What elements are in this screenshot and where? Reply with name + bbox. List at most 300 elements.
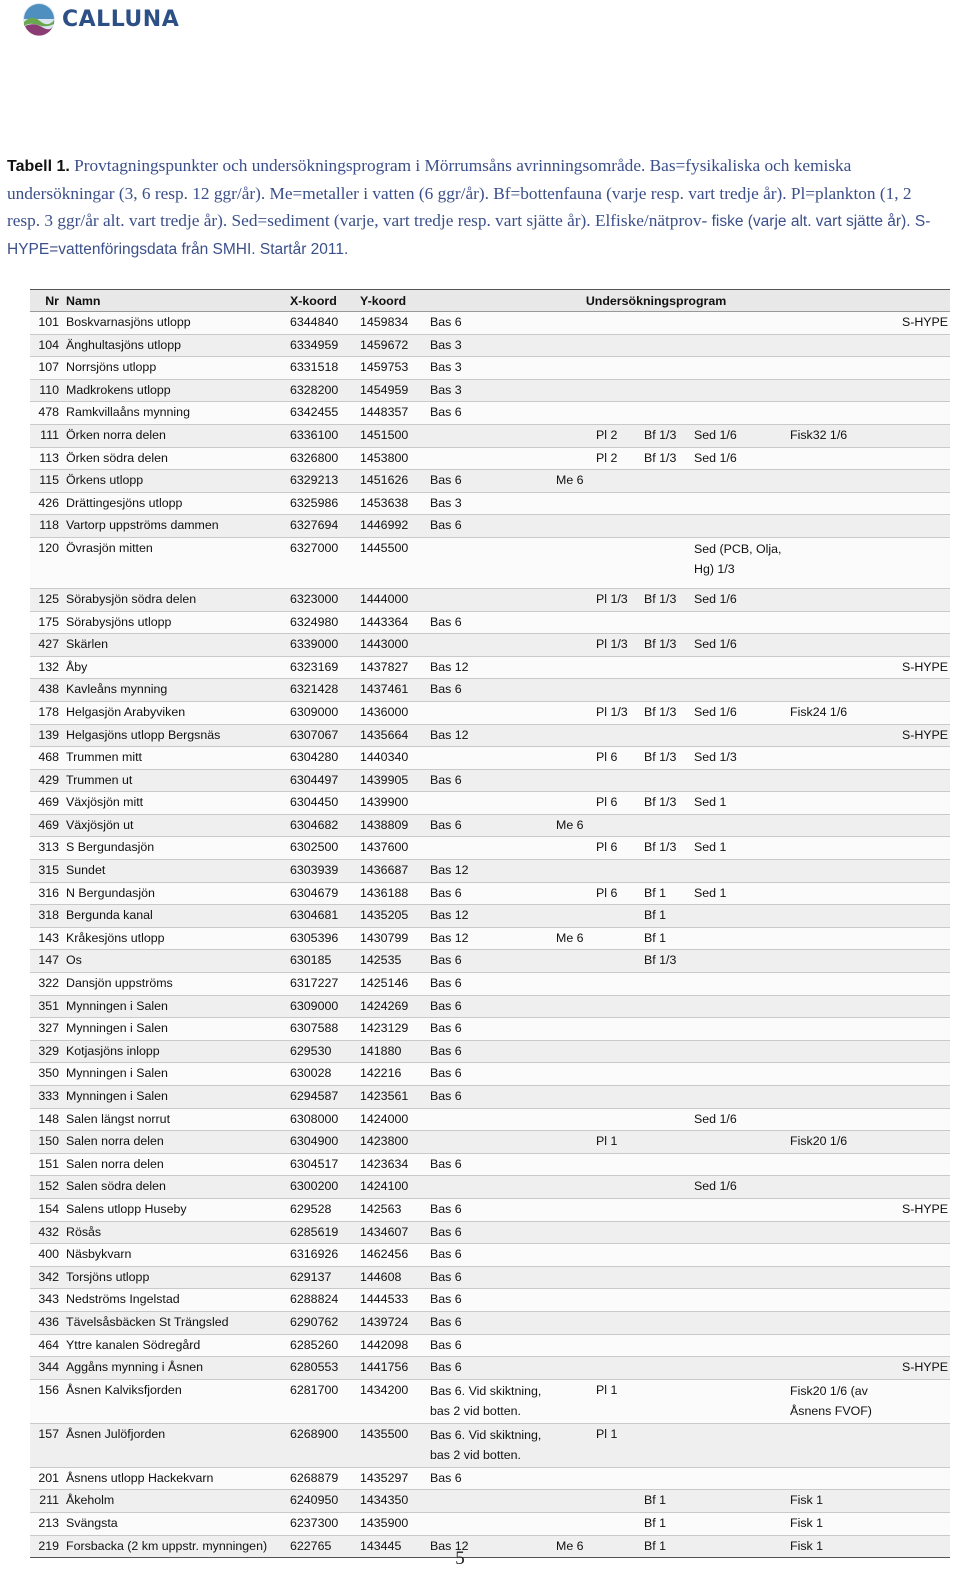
- cell-bf: [642, 973, 692, 996]
- cell-x: 6281700: [288, 1379, 358, 1423]
- cell-fisk: [788, 1357, 884, 1380]
- cell-pl: Pl 6: [594, 792, 642, 815]
- cell-bas: Bas 6: [428, 1063, 554, 1086]
- cell-namn: Övrasjön mitten: [64, 537, 288, 588]
- cell-hype: S-HYPE: [884, 724, 950, 747]
- cell-namn: Åby: [64, 656, 288, 679]
- cell-bas: Bas 12: [428, 927, 554, 950]
- cell-nr: 156: [30, 1379, 64, 1423]
- cell-bas: Bas 6: [428, 611, 554, 634]
- cell-fisk: [788, 679, 884, 702]
- cell-bas: Bas 12: [428, 1535, 554, 1558]
- table-row: [30, 882, 950, 905]
- cell-sed: [692, 905, 788, 928]
- cell-y: 1453638: [358, 492, 428, 515]
- cell-fisk: [788, 792, 884, 815]
- cell-y: 1462456: [358, 1244, 428, 1267]
- cell-pl: [594, 769, 642, 792]
- cell-y: 1454959: [358, 379, 428, 402]
- cell-x: 6304450: [288, 792, 358, 815]
- cell-namn: Åkeholm: [64, 1490, 288, 1513]
- cell-nr: 313: [30, 837, 64, 860]
- cell-me: [554, 769, 594, 792]
- cell-bf: [642, 537, 692, 588]
- table-row: [30, 724, 950, 747]
- table-row: [30, 1334, 950, 1357]
- cell-y: 1443364: [358, 611, 428, 634]
- cell-y: 1435205: [358, 905, 428, 928]
- cell-bas: Bas 6. Vid skiktning, bas 2 vid botten.: [428, 1423, 554, 1467]
- cell-hype: [884, 701, 950, 724]
- cell-fisk: [788, 1018, 884, 1041]
- cell-namn: Kråkesjöns utlopp: [64, 927, 288, 950]
- cell-me: [554, 379, 594, 402]
- cell-x: 6317227: [288, 973, 358, 996]
- cell-y: 1444533: [358, 1289, 428, 1312]
- cell-hype: [884, 905, 950, 928]
- cell-pl: [594, 312, 642, 335]
- cell-y: 1424100: [358, 1176, 428, 1199]
- cell-fisk: [788, 1266, 884, 1289]
- table-row: [30, 357, 950, 380]
- cell-bas: Bas 6: [428, 995, 554, 1018]
- cell-fisk: Fisk 1: [788, 1490, 884, 1513]
- cell-bas: [428, 1108, 554, 1131]
- cell-y: 1439905: [358, 769, 428, 792]
- cell-sed: [692, 1379, 788, 1423]
- cell-fisk: [788, 447, 884, 470]
- cell-namn: Bergunda kanal: [64, 905, 288, 928]
- table-row: [30, 1266, 950, 1289]
- cell-nr: 469: [30, 792, 64, 815]
- cell-pl: [594, 905, 642, 928]
- cell-pl: [594, 1512, 642, 1535]
- cell-nr: 120: [30, 537, 64, 588]
- cell-sed: [692, 1018, 788, 1041]
- cell-hype: [884, 588, 950, 611]
- cell-fisk: [788, 312, 884, 335]
- cell-hype: [884, 995, 950, 1018]
- cell-namn: Sörabysjöns utlopp: [64, 611, 288, 634]
- cell-fisk: [788, 656, 884, 679]
- cell-sed: [692, 927, 788, 950]
- cell-hype: [884, 1423, 950, 1467]
- cell-nr: 427: [30, 634, 64, 657]
- cell-sed: [692, 1334, 788, 1357]
- cell-y: 1423561: [358, 1086, 428, 1109]
- cell-sed: [692, 1289, 788, 1312]
- cell-fisk: [788, 1040, 884, 1063]
- cell-sed: [692, 357, 788, 380]
- cell-y: 1434607: [358, 1221, 428, 1244]
- cell-nr: 125: [30, 588, 64, 611]
- cell-namn: Örken norra delen: [64, 424, 288, 447]
- cell-nr: 219: [30, 1535, 64, 1558]
- table-row: [30, 447, 950, 470]
- cell-x: 6288824: [288, 1289, 358, 1312]
- cell-bas: Bas 6: [428, 312, 554, 335]
- cell-nr: 329: [30, 1040, 64, 1063]
- cell-nr: 468: [30, 747, 64, 770]
- cell-sed: [692, 402, 788, 425]
- cell-me: [554, 837, 594, 860]
- cell-bf: Bf 1: [642, 1512, 692, 1535]
- cell-namn: Helgasjön Arabyviken: [64, 701, 288, 724]
- cell-sed: [692, 950, 788, 973]
- cell-bf: Bf 1/3: [642, 701, 692, 724]
- cell-bf: [642, 1176, 692, 1199]
- cell-pl: Pl 1: [594, 1423, 642, 1467]
- cell-x: 629530: [288, 1040, 358, 1063]
- cell-hype: [884, 1131, 950, 1154]
- cell-nr: 426: [30, 492, 64, 515]
- cell-bas: Bas 6: [428, 1334, 554, 1357]
- table-row: [30, 860, 950, 883]
- cell-pl: [594, 679, 642, 702]
- cell-nr: 478: [30, 402, 64, 425]
- cell-hype: [884, 1334, 950, 1357]
- cell-bf: Bf 1: [642, 927, 692, 950]
- cell-sed: [692, 1311, 788, 1334]
- cell-hype: [884, 492, 950, 515]
- cell-fisk: [788, 402, 884, 425]
- cell-sed: [692, 679, 788, 702]
- cell-bas: [428, 588, 554, 611]
- cell-y: 1423634: [358, 1153, 428, 1176]
- table-header-row: [30, 290, 950, 312]
- cell-hype: [884, 470, 950, 493]
- cell-fisk: [788, 470, 884, 493]
- cell-namn: Norrsjöns utlopp: [64, 357, 288, 380]
- cell-bas: [428, 634, 554, 657]
- cell-x: 629528: [288, 1198, 358, 1221]
- cell-namn: Madkrokens utlopp: [64, 379, 288, 402]
- cell-sed: [692, 312, 788, 335]
- cell-nr: 318: [30, 905, 64, 928]
- cell-pl: Pl 1: [594, 1379, 642, 1423]
- cell-y: 1459672: [358, 334, 428, 357]
- cell-y: 1435664: [358, 724, 428, 747]
- cell-fisk: [788, 747, 884, 770]
- table-row: [30, 1198, 950, 1221]
- cell-me: [554, 792, 594, 815]
- cell-bf: [642, 1311, 692, 1334]
- cell-bas: Bas 6: [428, 1311, 554, 1334]
- cell-bf: [642, 334, 692, 357]
- cell-me: [554, 515, 594, 538]
- cell-fisk: [788, 379, 884, 402]
- header-x-koord: X-koord: [288, 290, 358, 312]
- cell-nr: 201: [30, 1467, 64, 1490]
- cell-nr: 316: [30, 882, 64, 905]
- cell-me: [554, 312, 594, 335]
- cell-sed: Sed 1: [692, 837, 788, 860]
- cell-bas: Bas 3: [428, 334, 554, 357]
- cell-sed: [692, 334, 788, 357]
- cell-sed: Sed 1: [692, 882, 788, 905]
- cell-nr: 350: [30, 1063, 64, 1086]
- logo-text: CALLUNA: [62, 6, 180, 32]
- cell-namn: Sundet: [64, 860, 288, 883]
- cell-nr: 148: [30, 1108, 64, 1131]
- cell-hype: [884, 1018, 950, 1041]
- cell-x: 6268900: [288, 1423, 358, 1467]
- cell-sed: [692, 470, 788, 493]
- cell-hype: [884, 1086, 950, 1109]
- cell-x: 6327694: [288, 515, 358, 538]
- caption-text: Provtagningspunkter och undersökningsprogram i Mörrumsåns avrinningsområde. Bas=fysikaliska och kemiska undersökningar (3, 6 resp. 12 ggr/år). Me=metaller i vatten (6 ggr/år). Bf=bottenfauna (varje resp. vart tredje år). Pl=plankton (1, 2 resp. 3 ggr/år alt. vart tredje år). Sed=sediment (varje, vart tredje resp. vart sjätte år). Elfiske/nätprov-: [7, 156, 912, 230]
- cell-bas: Bas 3: [428, 357, 554, 380]
- cell-pl: [594, 1198, 642, 1221]
- table-row: [30, 1086, 950, 1109]
- cell-fisk: [788, 973, 884, 996]
- cell-hype: [884, 334, 950, 357]
- cell-sed: [692, 515, 788, 538]
- table-row: [30, 1512, 950, 1535]
- cell-y: 1423129: [358, 1018, 428, 1041]
- table-row: [30, 1221, 950, 1244]
- cell-bas: [428, 701, 554, 724]
- cell-namn: Kavleåns mynning: [64, 679, 288, 702]
- cell-bf: Bf 1: [642, 905, 692, 928]
- cell-me: [554, 1131, 594, 1154]
- cell-fisk: [788, 995, 884, 1018]
- cell-y: 1439724: [358, 1311, 428, 1334]
- cell-hype: [884, 447, 950, 470]
- cell-namn: Örkens utlopp: [64, 470, 288, 493]
- cell-bas: [428, 447, 554, 470]
- cell-pl: Pl 2: [594, 447, 642, 470]
- cell-nr: 113: [30, 447, 64, 470]
- cell-x: 6304517: [288, 1153, 358, 1176]
- cell-namn: Aggåns mynning i Åsnen: [64, 1357, 288, 1380]
- cell-nr: 157: [30, 1423, 64, 1467]
- cell-fisk: [788, 1311, 884, 1334]
- table-row: [30, 927, 950, 950]
- cell-nr: 342: [30, 1266, 64, 1289]
- cell-pl: [594, 950, 642, 973]
- cell-y: 1435297: [358, 1467, 428, 1490]
- cell-bf: [642, 679, 692, 702]
- cell-me: [554, 1108, 594, 1131]
- cell-bas: [428, 792, 554, 815]
- cell-pl: Pl 2: [594, 424, 642, 447]
- cell-bf: [642, 1108, 692, 1131]
- cell-hype: [884, 837, 950, 860]
- cell-bf: [642, 1018, 692, 1041]
- cell-bf: [642, 995, 692, 1018]
- cell-sed: [692, 492, 788, 515]
- cell-bf: [642, 1289, 692, 1312]
- cell-bas: Bas 6: [428, 769, 554, 792]
- cell-me: [554, 1198, 594, 1221]
- cell-x: 6325986: [288, 492, 358, 515]
- cell-hype: [884, 1063, 950, 1086]
- cell-namn: Näsbykvarn: [64, 1244, 288, 1267]
- cell-x: 6285260: [288, 1334, 358, 1357]
- cell-bf: [642, 1266, 692, 1289]
- cell-y: 1448357: [358, 402, 428, 425]
- cell-namn: Salen längst norrut: [64, 1108, 288, 1131]
- cell-bf: [642, 357, 692, 380]
- cell-x: 6309000: [288, 995, 358, 1018]
- cell-me: [554, 860, 594, 883]
- cell-hype: [884, 1512, 950, 1535]
- cell-nr: 132: [30, 656, 64, 679]
- table-row: [30, 379, 950, 402]
- cell-y: 142535: [358, 950, 428, 973]
- cell-fisk: Fisk 1: [788, 1535, 884, 1558]
- cell-y: 1434200: [358, 1379, 428, 1423]
- cell-y: 1437600: [358, 837, 428, 860]
- cell-bas: Bas 6: [428, 1266, 554, 1289]
- table-row: [30, 334, 950, 357]
- cell-x: 6344840: [288, 312, 358, 335]
- cell-fisk: [788, 927, 884, 950]
- cell-bas: Bas 6: [428, 1244, 554, 1267]
- cell-hype: [884, 537, 950, 588]
- cell-me: [554, 679, 594, 702]
- cell-sed: [692, 1153, 788, 1176]
- cell-nr: 107: [30, 357, 64, 380]
- cell-fisk: [788, 1221, 884, 1244]
- cell-y: 1441756: [358, 1357, 428, 1380]
- cell-bas: [428, 1512, 554, 1535]
- cell-me: [554, 1018, 594, 1041]
- cell-fisk: [788, 950, 884, 973]
- cell-pl: [594, 1221, 642, 1244]
- cell-me: [554, 1289, 594, 1312]
- cell-namn: Örken södra delen: [64, 447, 288, 470]
- cell-pl: [594, 379, 642, 402]
- cell-fisk: [788, 1176, 884, 1199]
- cell-hype: S-HYPE: [884, 312, 950, 335]
- cell-y: 1435500: [358, 1423, 428, 1467]
- cell-x: 6331518: [288, 357, 358, 380]
- cell-fisk: [788, 769, 884, 792]
- cell-namn: Salen södra delen: [64, 1176, 288, 1199]
- cell-nr: 154: [30, 1198, 64, 1221]
- cell-nr: 351: [30, 995, 64, 1018]
- cell-bas: Bas 12: [428, 860, 554, 883]
- cell-bf: [642, 1153, 692, 1176]
- cell-pl: [594, 1086, 642, 1109]
- cell-y: 1424269: [358, 995, 428, 1018]
- cell-nr: 178: [30, 701, 64, 724]
- cell-bf: [642, 1221, 692, 1244]
- cell-nr: 327: [30, 1018, 64, 1041]
- cell-me: [554, 611, 594, 634]
- cell-sed: [692, 973, 788, 996]
- cell-bas: Bas 6: [428, 402, 554, 425]
- cell-x: 6327000: [288, 537, 358, 588]
- cell-me: [554, 334, 594, 357]
- cell-fisk: [788, 492, 884, 515]
- cell-x: 6321428: [288, 679, 358, 702]
- table-row: [30, 515, 950, 538]
- cell-namn: Salens utlopp Huseby: [64, 1198, 288, 1221]
- cell-fisk: Fisk24 1/6: [788, 701, 884, 724]
- cell-fisk: Fisk 1: [788, 1512, 884, 1535]
- table-row: [30, 814, 950, 837]
- cell-sed: [692, 1198, 788, 1221]
- cell-me: [554, 1490, 594, 1513]
- cell-nr: 322: [30, 973, 64, 996]
- cell-sed: Sed 1/6: [692, 424, 788, 447]
- cell-sed: Sed 1/6: [692, 1176, 788, 1199]
- cell-pl: [594, 656, 642, 679]
- cell-hype: [884, 679, 950, 702]
- cell-y: 1423800: [358, 1131, 428, 1154]
- table-row: [30, 1131, 950, 1154]
- cell-fisk: [788, 588, 884, 611]
- cell-pl: [594, 1490, 642, 1513]
- cell-namn: Boskvarnasjöns utlopp: [64, 312, 288, 335]
- cell-nr: 152: [30, 1176, 64, 1199]
- cell-x: 629137: [288, 1266, 358, 1289]
- cell-bas: Bas 6: [428, 679, 554, 702]
- cell-bas: Bas 6: [428, 1198, 554, 1221]
- cell-bas: Bas 6: [428, 1086, 554, 1109]
- cell-namn: Dansjön uppströms: [64, 973, 288, 996]
- cell-bas: Bas 6: [428, 1040, 554, 1063]
- cell-hype: [884, 1311, 950, 1334]
- cell-sed: Sed 1/3: [692, 747, 788, 770]
- cell-x: 6307067: [288, 724, 358, 747]
- cell-x: 6290762: [288, 1311, 358, 1334]
- sampling-table: [30, 289, 950, 1558]
- cell-bas: Bas 6. Vid skiktning, bas 2 vid botten.: [428, 1379, 554, 1423]
- cell-nr: 333: [30, 1086, 64, 1109]
- cell-x: 6300200: [288, 1176, 358, 1199]
- cell-nr: 315: [30, 860, 64, 883]
- cell-x: 6329213: [288, 470, 358, 493]
- cell-namn: Nedströms Ingelstad: [64, 1289, 288, 1312]
- cell-sed: [692, 724, 788, 747]
- cell-me: [554, 973, 594, 996]
- cell-x: 6334959: [288, 334, 358, 357]
- table-row: [30, 611, 950, 634]
- cell-me: [554, 1311, 594, 1334]
- table-row: [30, 837, 950, 860]
- cell-nr: 151: [30, 1153, 64, 1176]
- cell-fisk: [788, 537, 884, 588]
- cell-nr: 343: [30, 1289, 64, 1312]
- cell-bas: Bas 6: [428, 1221, 554, 1244]
- cell-nr: 175: [30, 611, 64, 634]
- cell-bf: Bf 1/3: [642, 950, 692, 973]
- cell-x: 6303939: [288, 860, 358, 883]
- caption-label: Tabell 1.: [7, 158, 70, 175]
- cell-bas: Bas 6: [428, 973, 554, 996]
- table-row: [30, 1423, 950, 1467]
- cell-x: 6336100: [288, 424, 358, 447]
- cell-sed: [692, 1423, 788, 1467]
- cell-namn: Os: [64, 950, 288, 973]
- cell-sed: Sed 1: [692, 792, 788, 815]
- cell-hype: [884, 860, 950, 883]
- cell-me: [554, 1423, 594, 1467]
- cell-fisk: Fisk20 1/6 (av Åsnens FVOF): [788, 1379, 884, 1423]
- cell-namn: N Bergundasjön: [64, 882, 288, 905]
- cell-sed: [692, 611, 788, 634]
- cell-x: 6328200: [288, 379, 358, 402]
- cell-hype: [884, 402, 950, 425]
- table-row: [30, 1379, 950, 1423]
- cell-me: [554, 1153, 594, 1176]
- cell-hype: S-HYPE: [884, 1198, 950, 1221]
- cell-fisk: Fisk32 1/6: [788, 424, 884, 447]
